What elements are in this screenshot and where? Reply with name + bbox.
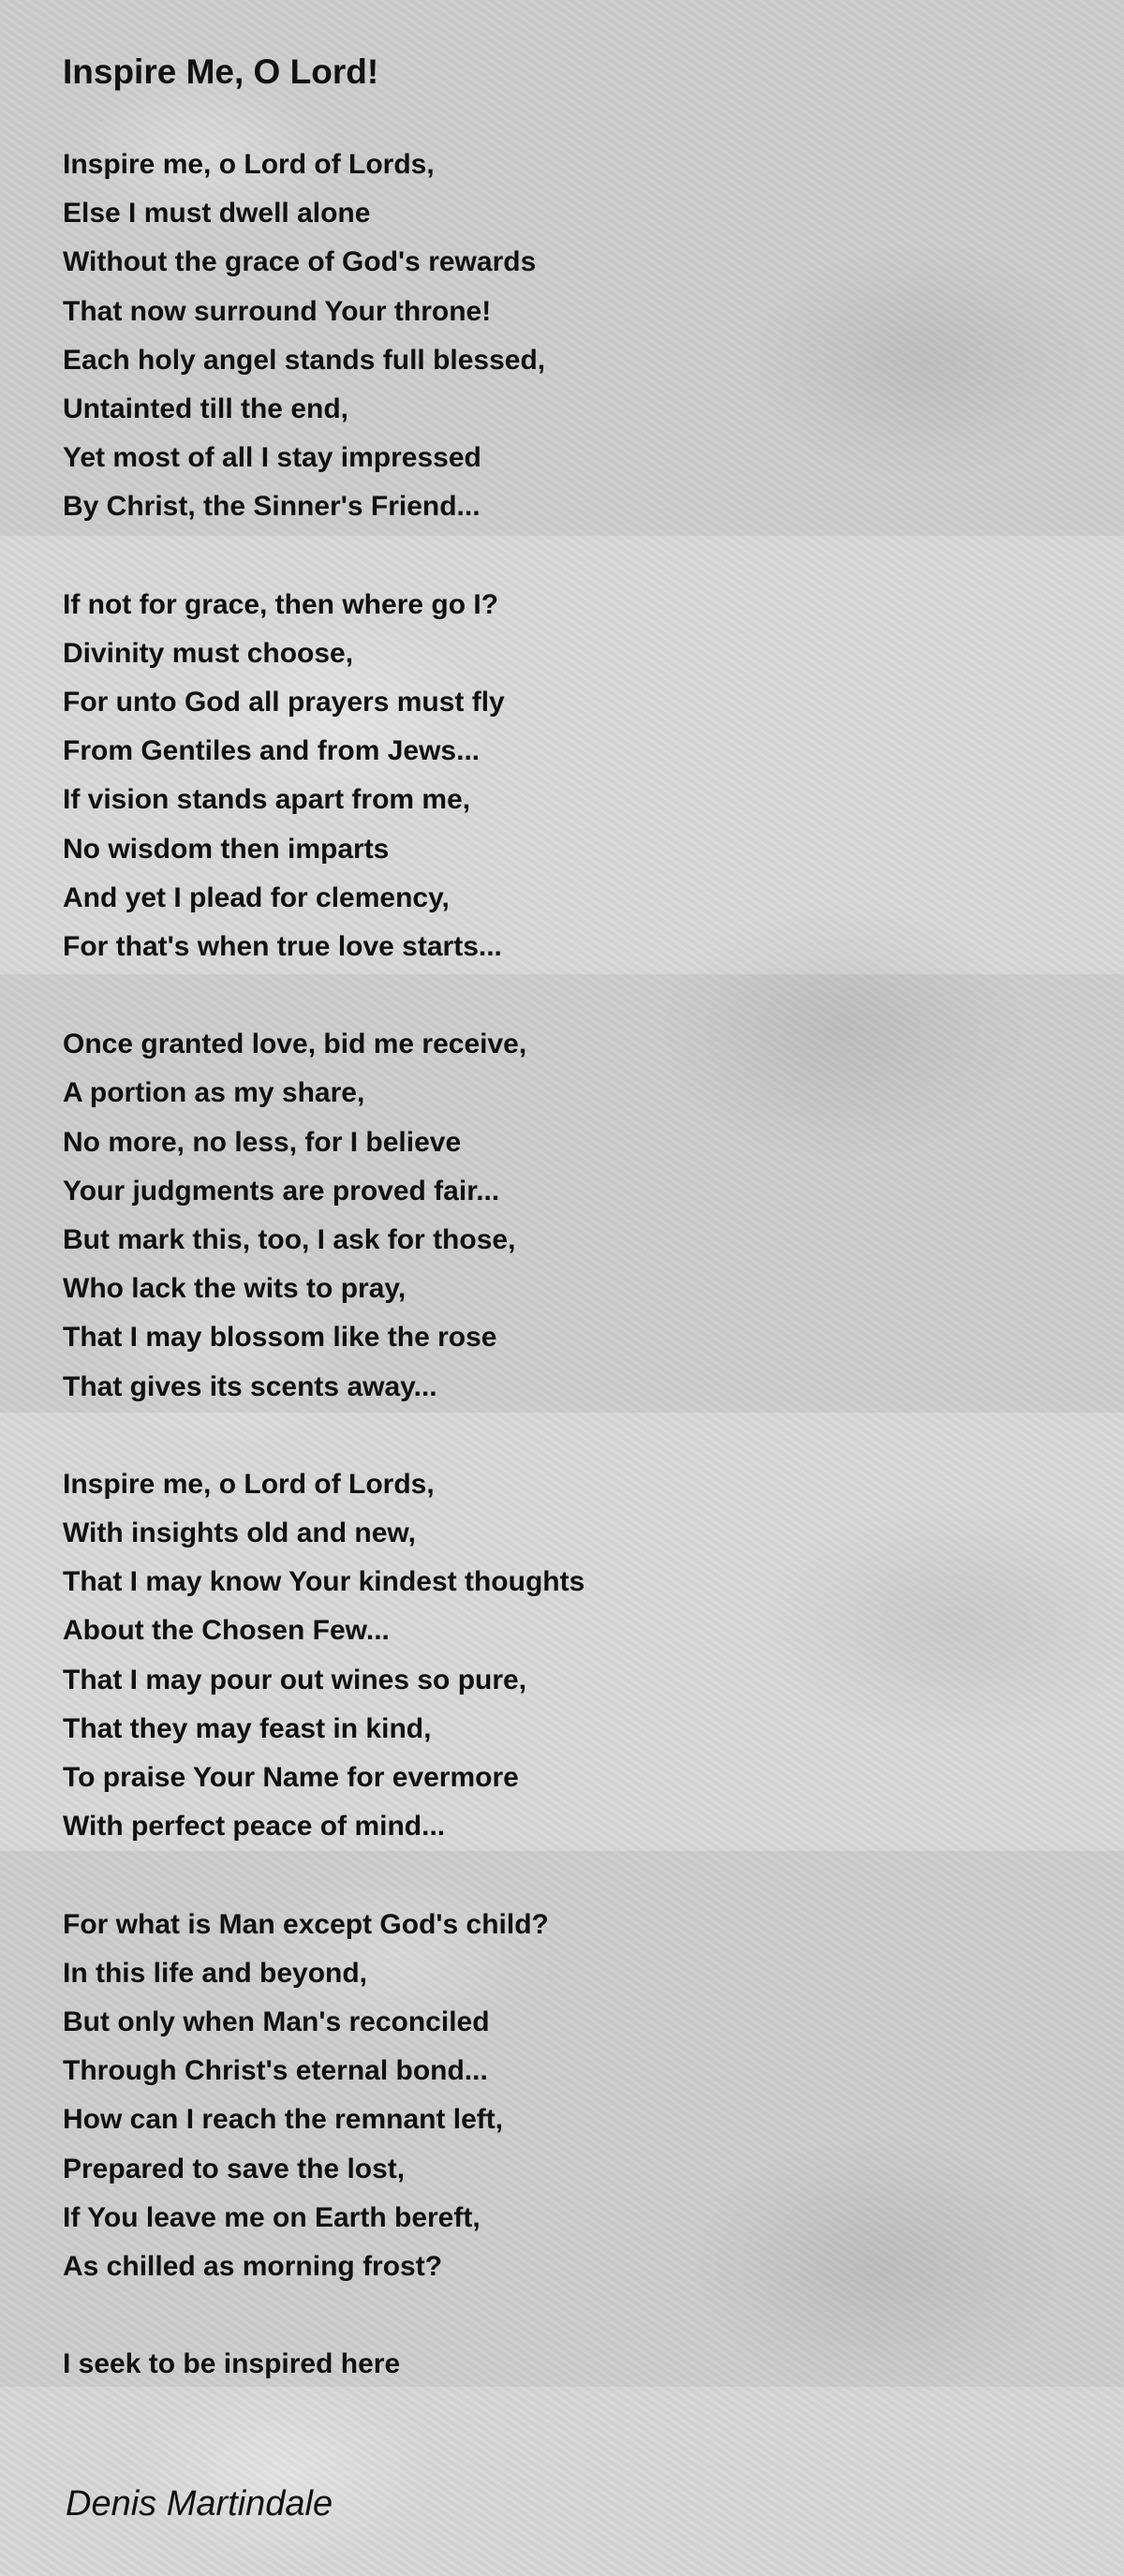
- poem-title: Inspire Me, O Lord!: [63, 52, 379, 91]
- poem-line: That I may pour out wines so pure,: [63, 1664, 527, 1695]
- poem-line: No wisdom then imparts: [63, 833, 390, 865]
- poem-line: With perfect peace of mind...: [63, 1811, 446, 1843]
- poem-line: Through Christ's eternal bond...: [63, 2055, 488, 2087]
- poem-line: Without the grace of God's rewards: [63, 246, 537, 278]
- poem-line: That I may blossom like the rose: [63, 1322, 497, 1354]
- poem-line: As chilled as morning frost?: [63, 2250, 443, 2282]
- poem-line: Each holy angel stands full blessed,: [63, 344, 546, 376]
- poem-line: Yet most of all I stay impressed: [63, 442, 481, 474]
- poem-line: No more, no less, for I believe: [63, 1126, 462, 1158]
- poem-line: About the Chosen Few...: [63, 1615, 390, 1647]
- poem-container: [63, 49, 1093, 2437]
- poem-line: In this life and beyond,: [63, 1957, 368, 1989]
- poem-line: Inspire me, o Lord of Lords,: [63, 149, 435, 180]
- poem-line: And yet I plead for clemency,: [63, 881, 450, 913]
- poem-line: For unto God all prayers must fly: [63, 687, 505, 718]
- poem-author: Denis Martindale: [66, 2484, 333, 2524]
- poem-line: Inspire me, o Lord of Lords,: [63, 1468, 435, 1500]
- poem-line: Divinity must choose,: [63, 637, 354, 669]
- poem-line: But mark this, too, I ask for those,: [63, 1224, 516, 1256]
- poem-line: But only when Man's reconciled: [63, 2006, 490, 2037]
- poem-line: Your judgments are proved fair...: [63, 1175, 500, 1207]
- poem-line: If vision stands apart from me,: [63, 784, 471, 816]
- poem-line: Who lack the wits to pray,: [63, 1273, 407, 1305]
- poem-line: Else I must dwell alone: [63, 198, 371, 229]
- poem-line: Once granted love, bid me receive,: [63, 1029, 527, 1060]
- poem-line: Untainted till the end,: [63, 393, 348, 425]
- poem-line: That now surround Your throne!: [63, 295, 492, 327]
- poem-line: I seek to be inspired here: [63, 2348, 401, 2380]
- poem-line: If not for grace, then where go I?: [63, 588, 499, 620]
- poem-line: How can I reach the remnant left,: [63, 2104, 504, 2136]
- stanza-5: [63, 1901, 1093, 2292]
- poem-line: For what is Man except God's child?: [63, 1908, 549, 1940]
- stanza-1: [63, 141, 1093, 532]
- poem-line: That I may know Your kindest thoughts: [63, 1566, 585, 1598]
- poem-line: That they may feast in kind,: [63, 1712, 432, 1744]
- poem-line: From Gentiles and from Jews...: [63, 735, 481, 767]
- poem-body: [63, 141, 1093, 2389]
- stanza-6: [63, 2340, 1093, 2389]
- poem-line: To praise Your Name for evermore: [63, 1762, 519, 1794]
- stanza-4: [63, 1460, 1093, 1852]
- stanza-3: [63, 1020, 1093, 1412]
- poem-line: With insights old and new,: [63, 1517, 416, 1549]
- poem-line: A portion as my share,: [63, 1077, 365, 1109]
- poem-line: Prepared to save the lost,: [63, 2153, 406, 2184]
- stanza-2: [63, 581, 1093, 972]
- poem-line: That gives its scents away...: [63, 1370, 437, 1402]
- poem-line: For that's when true love starts...: [63, 931, 502, 963]
- poem-line: If You leave me on Earth bereft,: [63, 2201, 481, 2233]
- poem-line: By Christ, the Sinner's Friend...: [63, 491, 481, 523]
